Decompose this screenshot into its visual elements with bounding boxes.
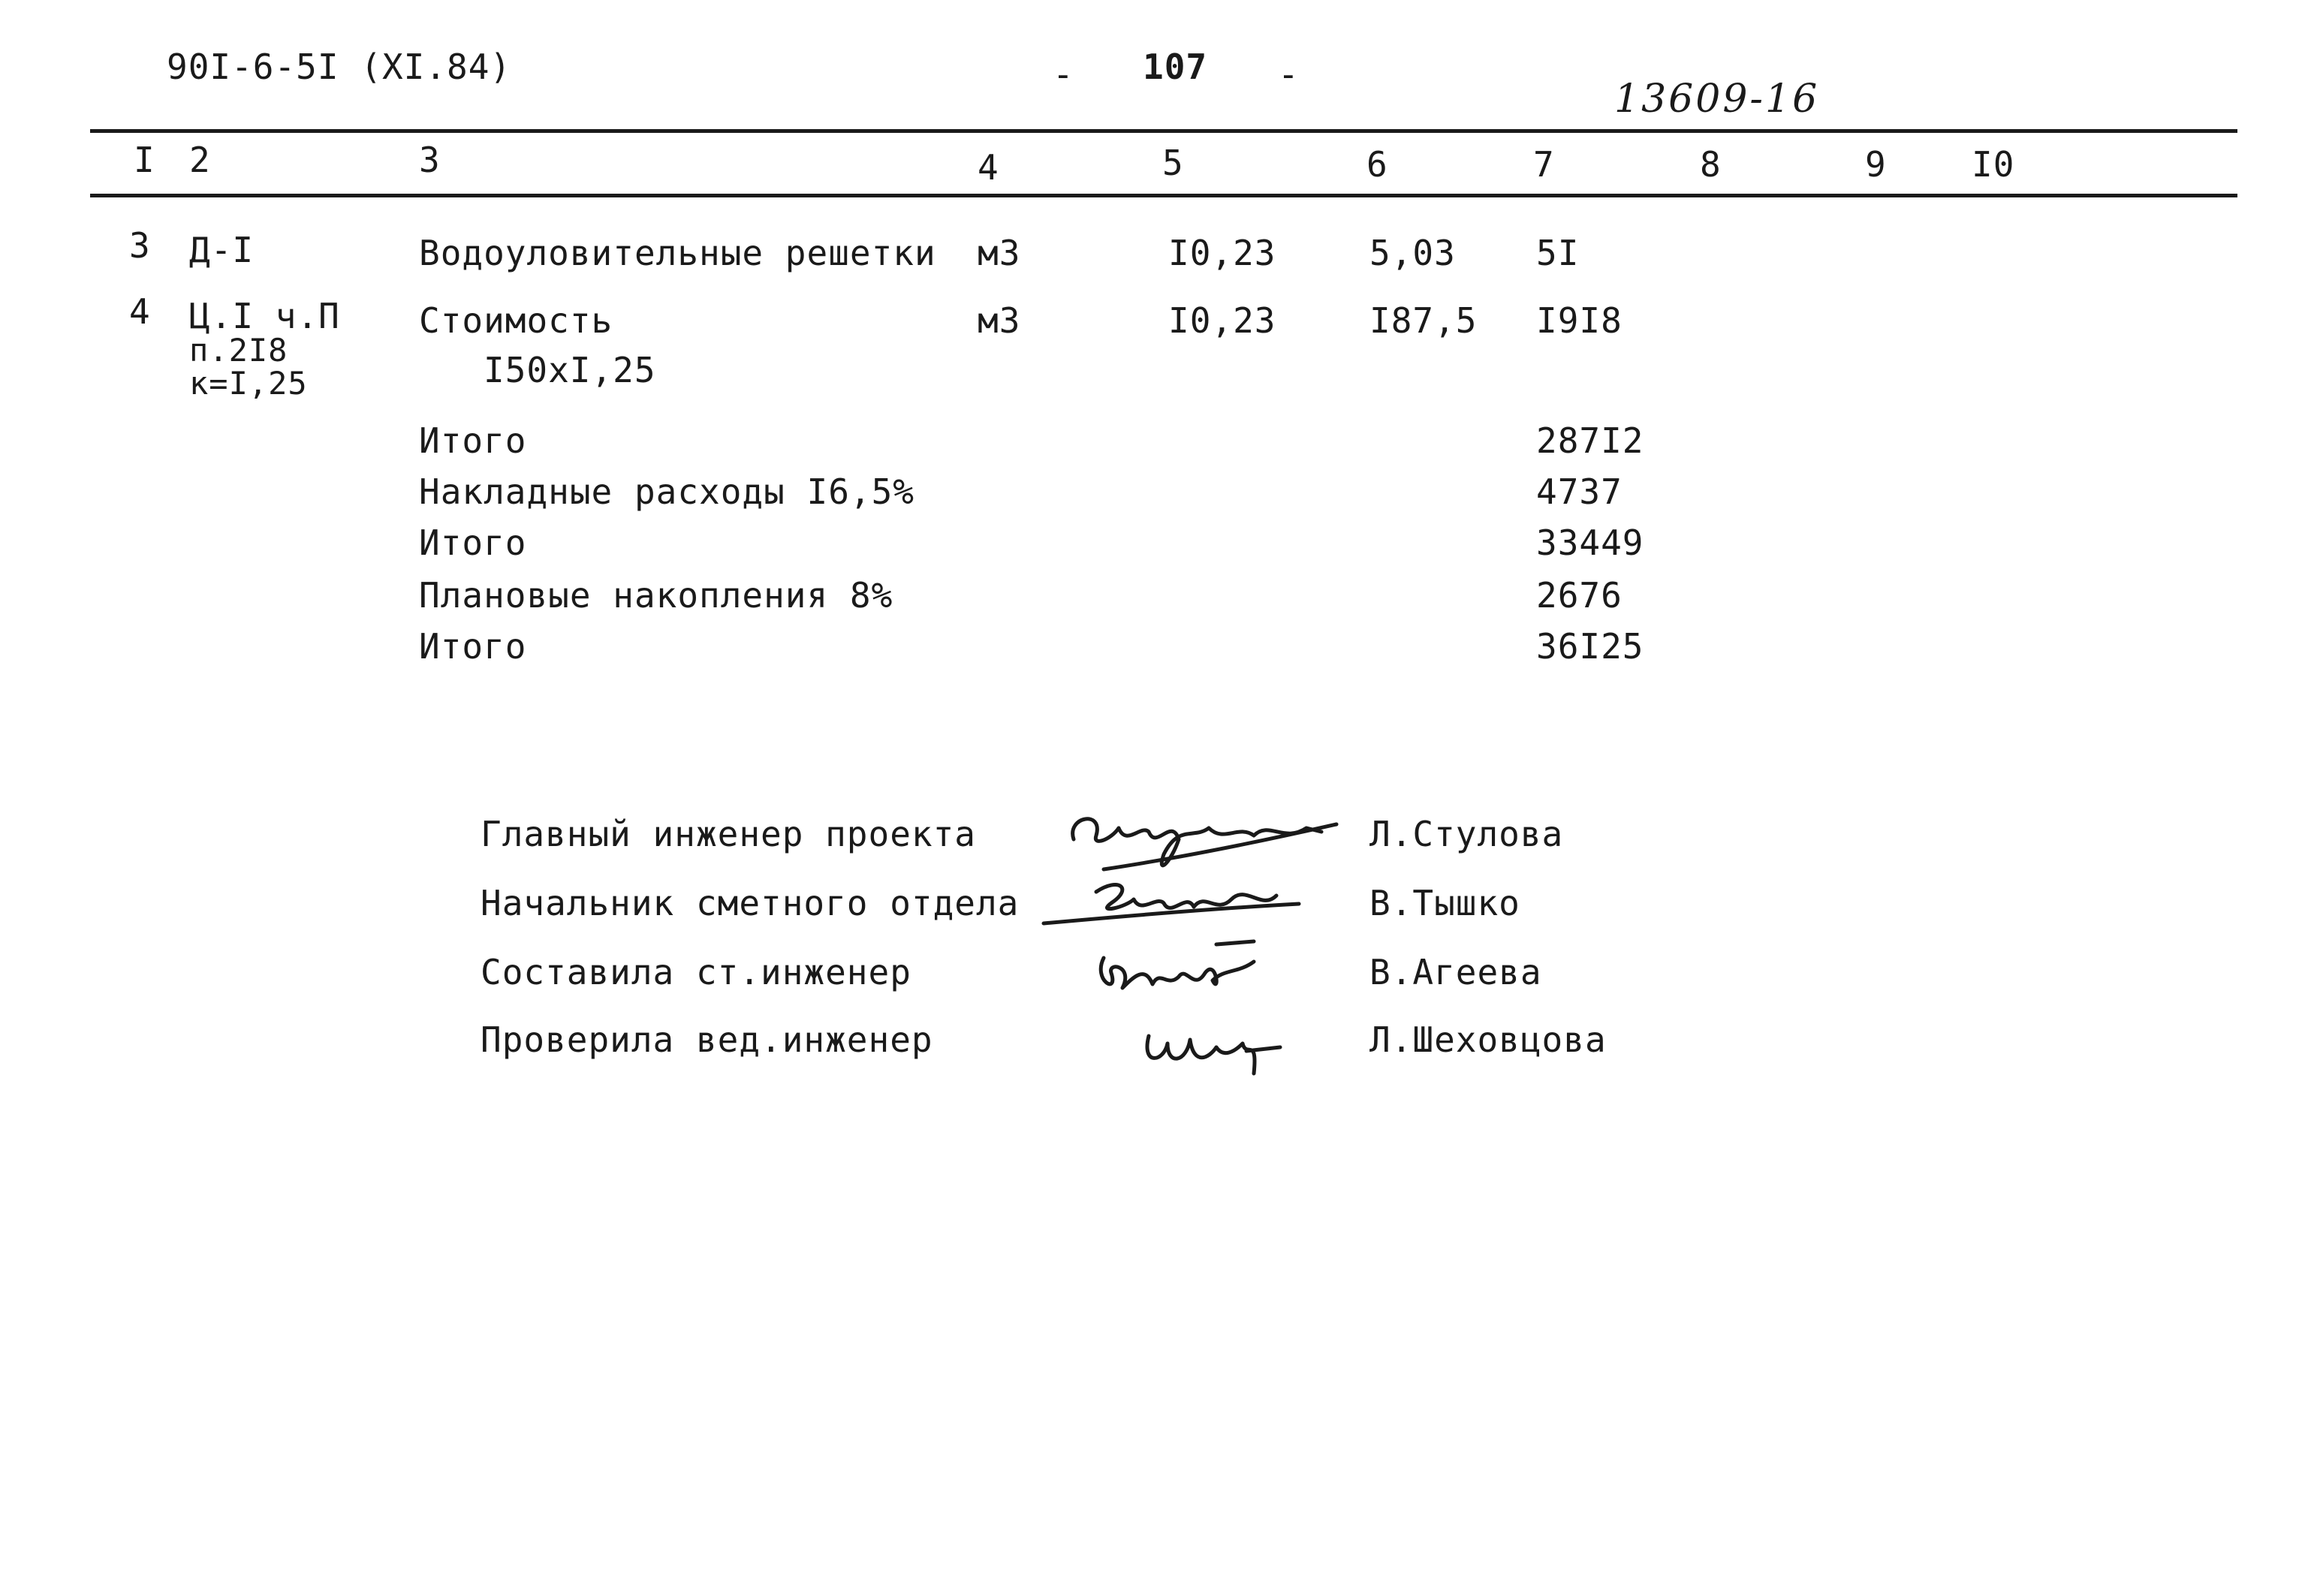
column-header-1: I bbox=[134, 140, 155, 180]
row-unit-price: I87,5 bbox=[1369, 300, 1478, 341]
signature-role: Главный инженер проекта bbox=[481, 814, 976, 854]
signature-role: Составила ст.инженер bbox=[481, 952, 911, 992]
summary-label: Плановые накопления 8% bbox=[419, 575, 893, 616]
column-header-4: 4 bbox=[978, 147, 999, 188]
row-number: 3 bbox=[129, 225, 151, 266]
row-code-line-3: к=I,25 bbox=[189, 365, 308, 402]
row-number: 4 bbox=[129, 291, 151, 332]
document-code: 90I-6-5I (XI.84) bbox=[167, 47, 512, 87]
column-header-6: 6 bbox=[1366, 144, 1388, 185]
row-name-line-2: I50xI,25 bbox=[484, 350, 656, 390]
column-header-3: 3 bbox=[419, 140, 441, 180]
row-total: 5I bbox=[1536, 233, 1580, 273]
column-header-9: 9 bbox=[1865, 144, 1887, 185]
signer-name: Л.Шеховцова bbox=[1369, 1019, 1607, 1060]
row-name: Водоуловительные решетки bbox=[419, 233, 936, 273]
row-unit-price: 5,03 bbox=[1369, 233, 1456, 273]
row-name: Стоимость bbox=[419, 300, 613, 341]
summary-value: 2676 bbox=[1536, 575, 1623, 616]
row-code-line-2: п.2I8 bbox=[189, 332, 288, 369]
column-header-7: 7 bbox=[1533, 144, 1555, 185]
column-header-8: 8 bbox=[1700, 144, 1722, 185]
page-number: 107 bbox=[1143, 47, 1208, 87]
summary-label: Итого bbox=[419, 626, 527, 667]
row-unit: м3 bbox=[978, 233, 1021, 273]
signature-role: Начальник сметного отдела bbox=[481, 883, 1020, 923]
summary-label: Накладные расходы I6,5% bbox=[419, 471, 914, 512]
column-header-10: I0 bbox=[1972, 144, 2015, 185]
row-quantity: I0,23 bbox=[1168, 233, 1276, 273]
page-dash-left: - bbox=[1053, 54, 1074, 95]
handwritten-signature bbox=[1134, 1006, 1299, 1089]
archive-number: 13609-16 bbox=[1614, 77, 1820, 122]
summary-value: 287I2 bbox=[1536, 420, 1644, 461]
signer-name: Л.Стулова bbox=[1369, 814, 1564, 854]
column-header-5: 5 bbox=[1162, 143, 1184, 183]
summary-label: Итого bbox=[419, 522, 527, 563]
row-quantity: I0,23 bbox=[1168, 300, 1276, 341]
row-code: Д-I bbox=[189, 230, 255, 270]
column-header-2: 2 bbox=[189, 140, 211, 180]
page-dash-right: - bbox=[1278, 54, 1300, 95]
summary-value: 4737 bbox=[1536, 471, 1623, 512]
signer-name: В.Тышко bbox=[1369, 883, 1520, 923]
summary-label: Итого bbox=[419, 420, 527, 461]
table-top-rule bbox=[90, 129, 2237, 133]
row-code: Ц.I ч.П bbox=[189, 296, 340, 336]
row-total: I9I8 bbox=[1536, 300, 1623, 341]
signer-name: В.Агеева bbox=[1369, 952, 1542, 992]
table-header-bottom-rule bbox=[90, 194, 2237, 197]
row-unit: м3 bbox=[978, 300, 1021, 341]
summary-value: 33449 bbox=[1536, 522, 1644, 563]
summary-value: 36I25 bbox=[1536, 626, 1644, 667]
signature-role: Проверила вед.инженер bbox=[481, 1019, 933, 1060]
